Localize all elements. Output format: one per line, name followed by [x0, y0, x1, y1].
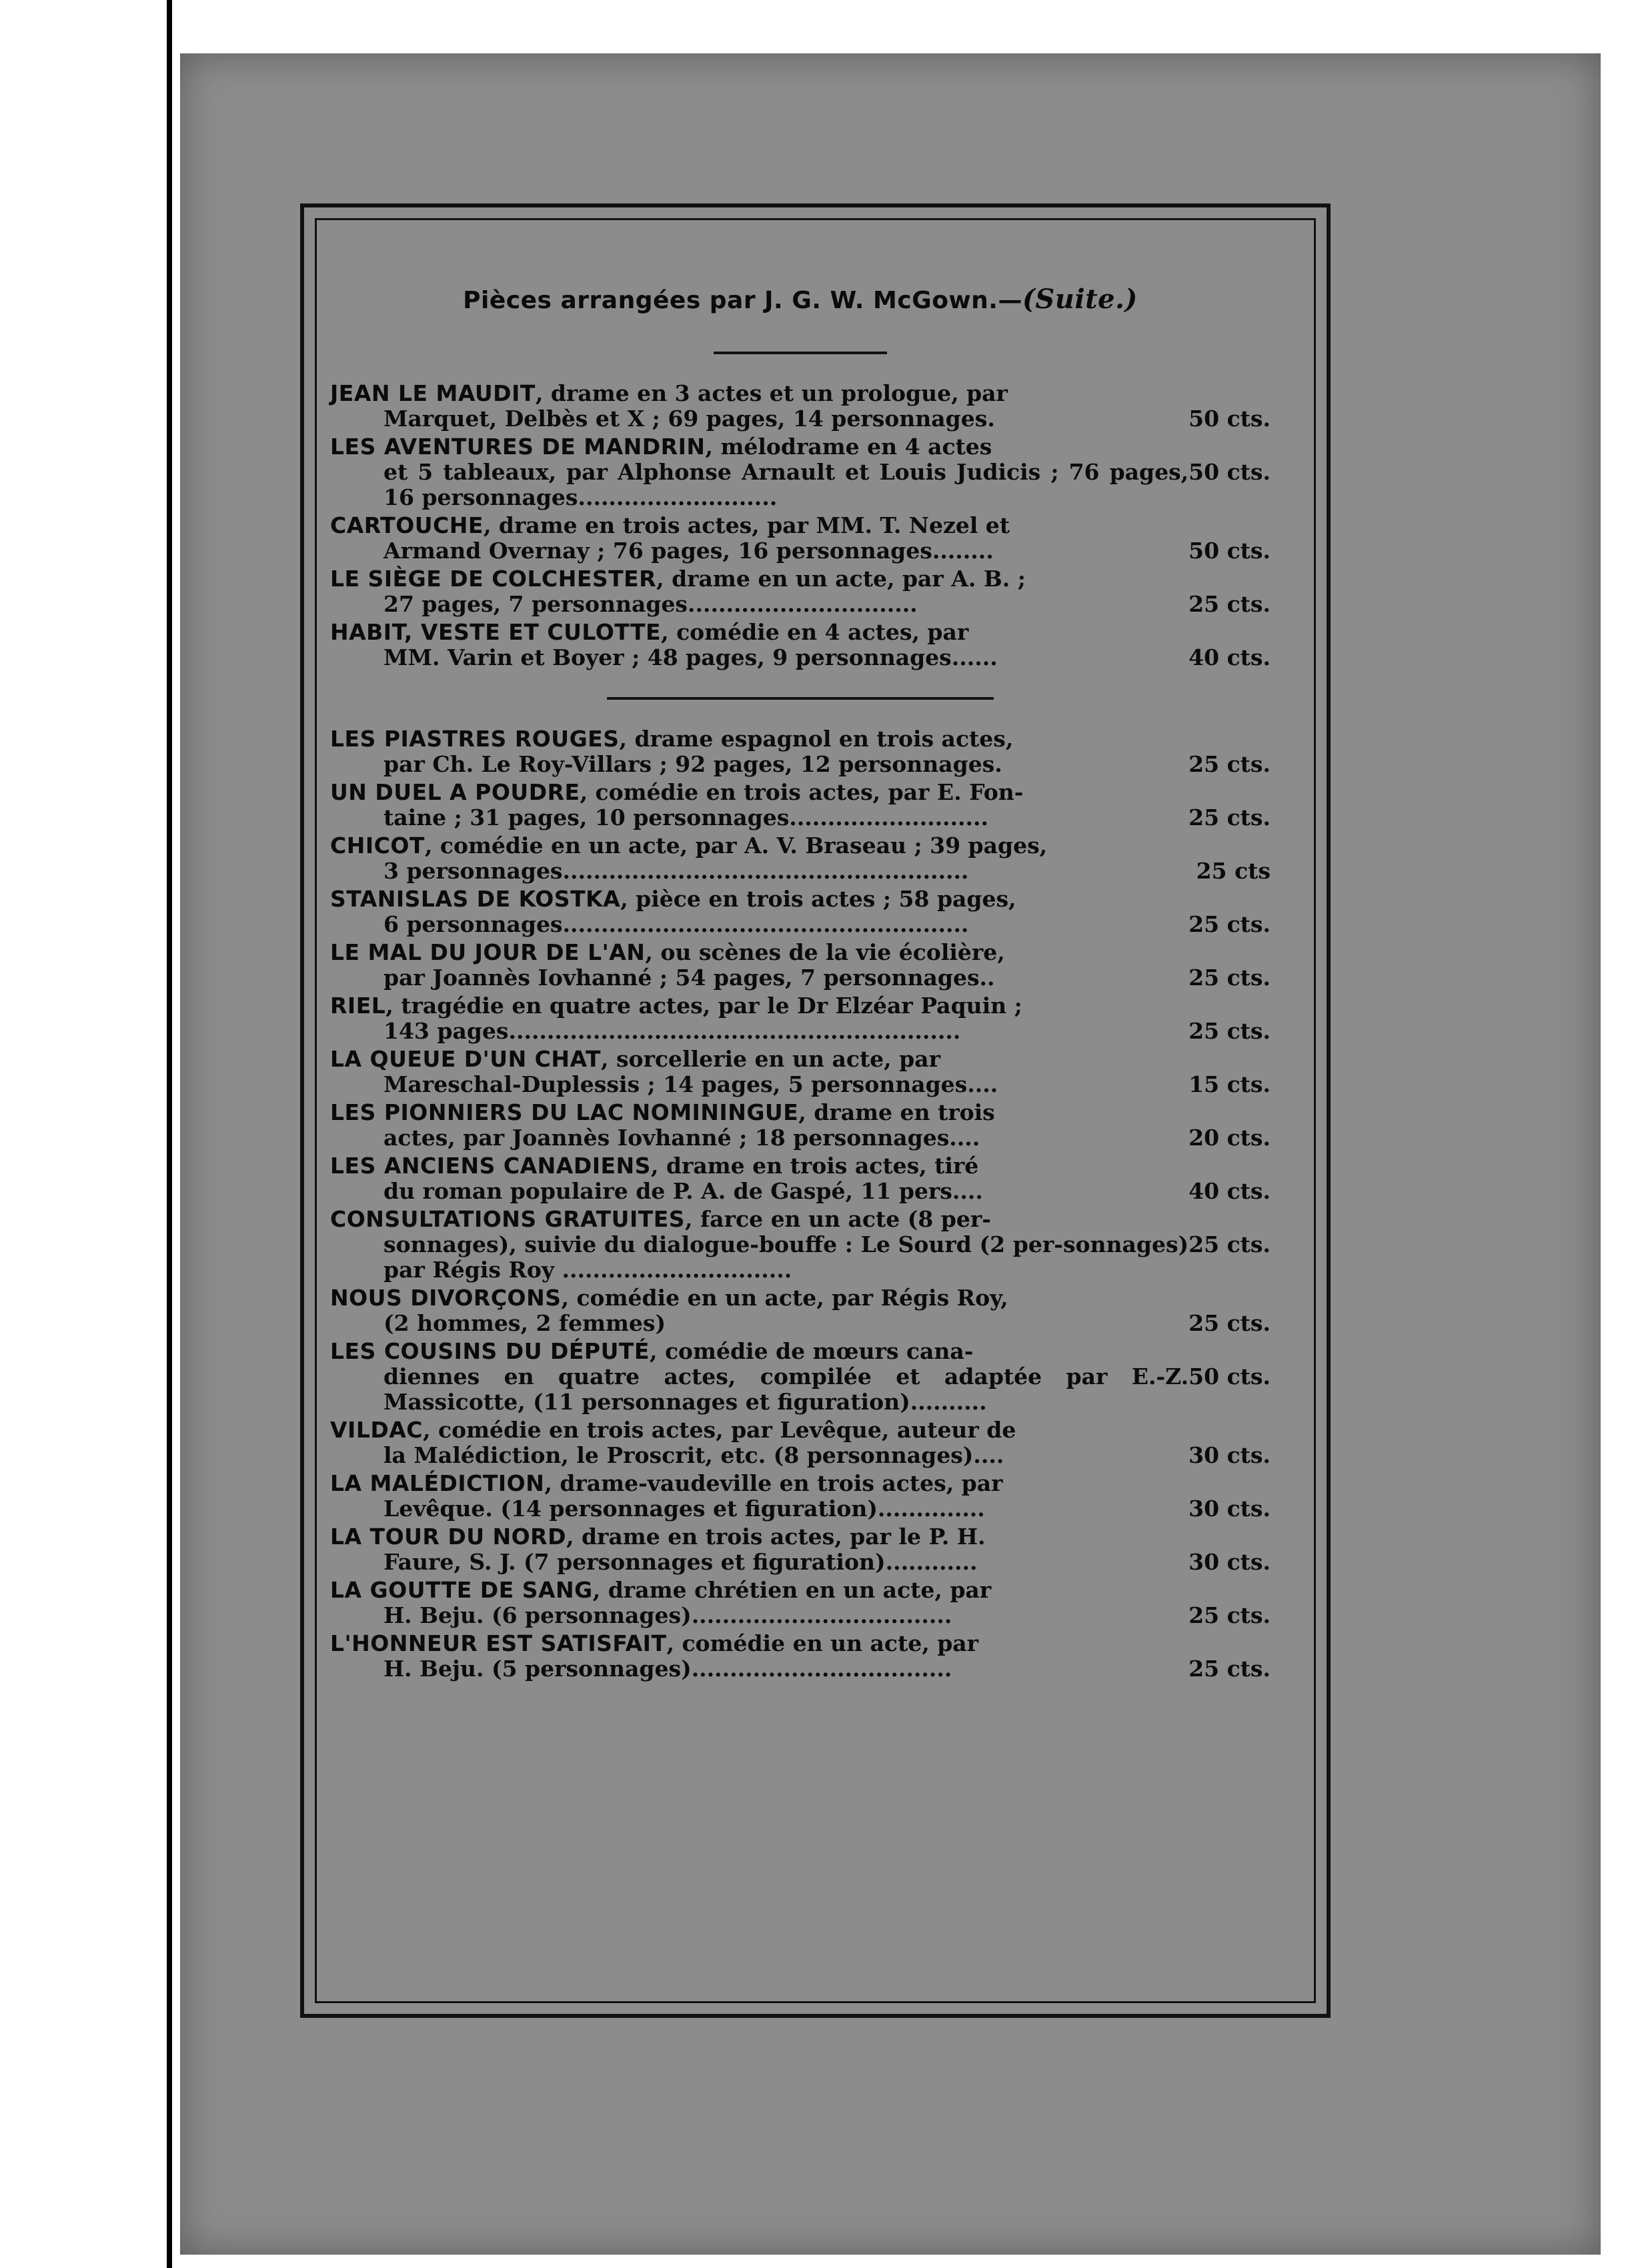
entry-title: LES ANCIENS CANADIENS [330, 1153, 651, 1179]
entry-details [330, 460, 1271, 510]
entry-title: L'HONNEUR EST SATISFAIT [330, 1630, 667, 1656]
entry-title: LA TOUR DU NORD [330, 1524, 566, 1550]
catalog-entry [330, 620, 1271, 670]
entry-price: 40 cts. [1188, 1178, 1271, 1204]
entry-details [330, 805, 1271, 830]
entry-details-text: Armand Overnay ; 76 pages, 16 personnages........ [383, 538, 994, 564]
entry-list-group1 [330, 381, 1271, 670]
header-suite: (Suite.) [1022, 284, 1138, 315]
entry-title: STANISLAS DE KOSTKA [330, 886, 621, 912]
entry-description: , tragédie en quatre actes, par le Dr Elzéar Paquin ; [385, 993, 1022, 1019]
entry-details [330, 912, 1271, 937]
entry-title: LA GOUTTE DE SANG [330, 1577, 593, 1603]
entry-details-text: la Malédiction, le Proscrit, etc. (8 personnages).... [383, 1442, 1004, 1468]
catalog-entry [330, 1631, 1271, 1682]
entry-details [330, 859, 1271, 884]
entry-title: LES COUSINS DU DÉPUTÉ [330, 1338, 650, 1364]
entry-price: 25 cts. [1188, 591, 1271, 617]
page-header [330, 284, 1271, 315]
entry-title: LES PIASTRES ROUGES [330, 726, 620, 752]
catalog-entry [330, 1153, 1271, 1204]
entry-title: LES PIONNIERS DU LAC NOMININGUE [330, 1099, 799, 1125]
entry-list-group2 [330, 726, 1271, 1682]
entry-description: , drame en trois [798, 1099, 995, 1125]
page-spine [0, 0, 172, 2268]
entry-price: 25 cts. [1188, 1656, 1271, 1682]
catalog-entry [330, 726, 1271, 777]
catalog-entry [330, 1418, 1271, 1468]
entry-price: 25 cts. [1188, 1310, 1271, 1336]
entry-details [330, 1232, 1271, 1283]
entry-description: , drame espagnol en trois actes, [619, 726, 1014, 752]
entry-details [330, 1443, 1271, 1468]
entry-price: 25 cts. [1188, 804, 1271, 830]
entry-price: 20 cts. [1188, 1125, 1271, 1151]
entry-details [330, 1656, 1271, 1682]
entry-description: , comédie en un acte, par A. V. Braseau ; 39 pages, [424, 832, 1048, 859]
entry-details [330, 645, 1271, 670]
entry-details [330, 1603, 1271, 1628]
entry-details-text: actes, par Joannès Iovhanné ; 18 personnages.... [383, 1125, 980, 1151]
entry-title: LE SIÈGE DE COLCHESTER [330, 566, 657, 592]
entry-details-text: par Ch. Le Roy-Villars ; 92 pages, 12 personnages. [383, 751, 1002, 777]
entry-details-text: Mareschal-Duplessis ; 14 pages, 5 personnages.... [383, 1071, 998, 1097]
entry-description: , drame en 3 actes et un prologue, par [535, 380, 1008, 406]
catalog-entry [330, 780, 1271, 830]
entry-details [330, 1072, 1271, 1097]
entry-price: 15 cts. [1188, 1071, 1271, 1097]
header-title: Pièces arrangées par J. G. W. McGown.— [463, 287, 1022, 314]
entry-details [330, 1496, 1271, 1522]
entry-details-text: taine ; 31 pages, 10 personnages.......................... [383, 804, 988, 830]
entry-title: JEAN LE MAUDIT [330, 380, 536, 406]
entry-title: CHICOT [330, 832, 425, 859]
catalog-entry [330, 993, 1271, 1044]
entry-description: , ou scènes de la vie écolière, [645, 939, 1005, 965]
entry-details-text: H. Beju. (6 personnages).................................. [383, 1602, 952, 1628]
entry-details-text: Levêque. (14 personnages et figuration).............. [383, 1496, 985, 1522]
entry-title: LE MAL DU JOUR DE L'AN [330, 939, 646, 965]
entry-title: CARTOUCHE [330, 512, 484, 538]
entry-details-text: Faure, S. J. (7 personnages et figuration)............ [383, 1549, 978, 1575]
entry-details [330, 1311, 1271, 1336]
entry-details [330, 1125, 1271, 1151]
entry-details-text: 6 personnages..................................................... [383, 911, 969, 937]
catalog-content [330, 284, 1271, 1684]
entry-title: UN DUEL A POUDRE [330, 779, 580, 805]
catalog-entry [330, 1100, 1271, 1151]
entry-price: 25 cts. [1188, 965, 1271, 991]
entry-description: , farce en un acte (8 per- [685, 1206, 991, 1232]
entry-price: 30 cts. [1188, 1496, 1271, 1522]
entry-title: LA QUEUE D'UN CHAT [330, 1046, 601, 1072]
entry-details-text: H. Beju. (5 personnages).................................. [383, 1656, 952, 1682]
entry-details [330, 1364, 1271, 1415]
entry-description: , drame chrétien en un acte, par [592, 1577, 992, 1603]
entry-details-text: MM. Varin et Boyer ; 48 pages, 9 personnages...... [383, 644, 998, 670]
entry-price: 25 cts. [1188, 911, 1271, 937]
catalog-entry [330, 833, 1271, 884]
entry-details-text: 27 pages, 7 personnages.............................. [383, 591, 918, 617]
entry-description: , sorcellerie en un acte, par [601, 1046, 941, 1072]
entry-description: , mélodrame en 4 actes [705, 434, 992, 460]
catalog-entry [330, 1578, 1271, 1628]
catalog-entry [330, 1339, 1271, 1415]
entry-details-text: 3 personnages..................................................... [383, 858, 969, 884]
entry-details-text: du roman populaire de P. A. de Gaspé, 11 pers.... [383, 1178, 983, 1204]
entry-description: , comédie en un acte, par Régis Roy, [561, 1285, 1008, 1311]
catalog-entry [330, 1047, 1271, 1097]
entry-description: , comédie de mœurs cana- [649, 1338, 974, 1364]
entry-price: 30 cts. [1188, 1549, 1271, 1575]
catalog-entry [330, 434, 1271, 510]
entry-details [330, 965, 1271, 991]
entry-description: , comédie en 4 actes, par [661, 619, 969, 645]
entry-description: , comédie en trois actes, par E. Fon- [580, 779, 1024, 805]
entry-title: NOUS DIVORÇONS [330, 1285, 562, 1311]
entry-title: VILDAC [330, 1417, 423, 1443]
entry-details [330, 1550, 1271, 1575]
catalog-entry [330, 887, 1271, 937]
entry-details [330, 752, 1271, 777]
catalog-entry [330, 513, 1271, 564]
entry-details-text: Marquet, Delbès et X ; 69 pages, 14 personnages. [383, 406, 995, 432]
entry-price: 30 cts. [1188, 1442, 1271, 1468]
entry-details-text: diennes en quatre actes, compilée et adaptée par E.-Z. Massicotte, (11 personnages et figuration).......... [383, 1363, 1189, 1415]
entry-title: RIEL [330, 993, 386, 1019]
entry-description: , comédie en un acte, par [666, 1630, 979, 1656]
catalog-entry [330, 1471, 1271, 1522]
entry-description: , drame en un acte, par A. B. ; [656, 566, 1026, 592]
entry-details-text: par Joannès Iovhanné ; 54 pages, 7 personnages.. [383, 965, 995, 991]
entry-title: CONSULTATIONS GRATUITES [330, 1206, 686, 1232]
entry-details [330, 1179, 1271, 1204]
entry-details-text: et 5 tableaux, par Alphonse Arnault et Louis Judicis ; 76 pages, 16 personnages.......................... [383, 459, 1189, 510]
entry-price: 25 cts. [1188, 751, 1271, 777]
entry-description: , drame en trois actes, tiré [650, 1153, 979, 1179]
entry-title: LA MALÉDICTION [330, 1470, 545, 1496]
catalog-entry [330, 1207, 1271, 1283]
entry-price: 25 cts. [1188, 1231, 1271, 1257]
entry-description: , drame-vaudeville en trois actes, par [544, 1470, 1003, 1496]
entry-price: 50 cts. [1188, 1363, 1271, 1389]
entry-details [330, 406, 1271, 432]
entry-price: 40 cts. [1188, 644, 1271, 670]
entry-price: 50 cts. [1188, 459, 1271, 485]
entry-details-text: (2 hommes, 2 femmes) [383, 1310, 666, 1336]
entry-details [330, 538, 1271, 564]
divider-long [607, 697, 994, 700]
entry-details-text: sonnages), suivie du dialogue-bouffe : Le Sourd (2 per-sonnages) par Régis Roy .............................. [383, 1231, 1189, 1283]
entry-title: HABIT, VESTE ET CULOTTE [330, 619, 662, 645]
catalog-entry [330, 566, 1271, 617]
entry-details [330, 592, 1271, 617]
entry-price: 25 cts. [1188, 1018, 1271, 1044]
catalog-entry [330, 1524, 1271, 1575]
entry-price: 50 cts. [1188, 406, 1271, 432]
entry-title: LES AVENTURES DE MANDRIN [330, 434, 706, 460]
entry-description: , drame en trois actes, par MM. T. Nezel et [483, 512, 1010, 538]
entry-price: 25 cts [1196, 858, 1271, 884]
entry-details [330, 1019, 1271, 1044]
entry-description: , comédie en trois actes, par Levêque, auteur de [423, 1417, 1016, 1443]
entry-description: , drame en trois actes, par le P. H. [566, 1524, 986, 1550]
catalog-entry [330, 381, 1271, 432]
catalog-entry [330, 1285, 1271, 1336]
entry-price: 25 cts. [1188, 1602, 1271, 1628]
catalog-entry [330, 940, 1271, 991]
divider-short [714, 352, 887, 354]
entry-details-text: 143 pages........................................................... [383, 1018, 961, 1044]
entry-price: 50 cts. [1188, 538, 1271, 564]
entry-description: , pièce en trois actes ; 58 pages, [620, 886, 1016, 912]
